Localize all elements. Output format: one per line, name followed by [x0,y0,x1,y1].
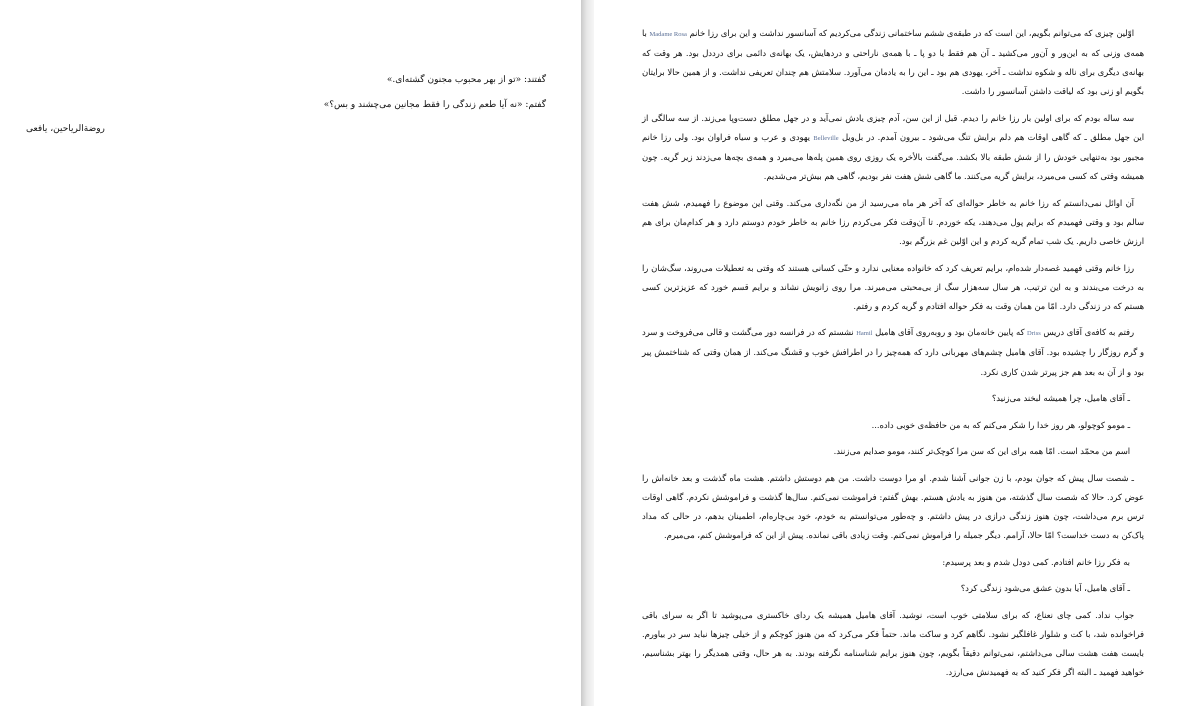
chapter-body [642,24,1144,690]
paragraph-1 [642,24,1144,101]
paragraph-1-text-b: با همه‌ی وزنی که به این‌ور و آن‌ور می‌کشید ـ آن هم فقط با دو پا ـ با همه‌ی ناراحتی و دردهایش، یک بهانه‌ی دائمی برای درددل بود. هر وقت که بهانه‌ی دیگری برای ناله و شکوه نداشت ـ آخر، یهودی هم بود ـ این را به یادمان می‌آورد. سلامتش هم چندان تعریفی نداشت. و از همین حالا برایتان بگویم او زنی بود که لیاقت داشتن آسانسور را داشت. [642,28,1144,97]
page-right [594,0,1183,706]
paragraph-3: آن اوائل نمی‌دانستم که رزا خانم به خاطر حواله‌ای که آخر هر ماه می‌رسید از من نگه‌داری می‌کند. وقتی این موضوع را فهمیدم، شش هفت سالم بود و وقتی فهمیدم که برایم پول می‌دهند، یکه خوردم. تا آن‌وقت فکر می‌کردم رزا خانم به خاطر خودم دوستم دارد و هر کدام‌مان برای هم ارزش خاصی داریم. یک شب تمام گریه کردم و این اوّلین غم بزرگم بود. [642,197,1144,246]
epigraph-source: روضة‌الریاحین، یافعی [26,124,105,134]
epigraph-line-1: گفتند: «تو از بهر محبوب مجنون گشته‌ای.» [386,75,546,85]
latin-name-hamil: Hamil [856,330,873,338]
paragraph-7: ـ شصت سال پیش که جوان بودم، با زن جوانی آشنا شدم. او مرا دوست داشت. من هم دوستش داشتم. هشت ماه گذشت و بعد خانه‌اش را عوض کرد. حالا که شصت سال گذشته، من هنوز به یادش هستم. بهش گفتم: فراموشت نمی‌کنم. سال‌ها گذشت و فراموشش نکردم. گاهی اوقات ترس برم می‌داشت، چون هنوز زندگی درازی در پیش داشتم. و چه‌طور می‌توانستم به خودم، خود بی‌چاره‌ام، اطمینان بدهم، در حالی که مداد پاک‌کن به دست خداست؟ امّا حالا، آرامم. دیگر جمیله را فراموش نمی‌کنم. وقت زیادی باقی نمانده. پیش از این که فراموشش کنم، می‌میرم. [642,472,1144,541]
paragraph-6: اسم من محمّد است. امّا همه برای این که سن مرا کوچک‌تر کنند، مومو صدایم می‌زنند. [833,446,1130,457]
paragraph-1-text-a: اوّلین چیزی که می‌توانم بگویم، این است که در طبقه‌ی ششم ساختمانی زندگی می‌کردیم که آسانسور نداشت و این برای رزا خانم [689,28,1134,38]
paragraph-5-text-c: نشستم که در فرانسه دور می‌گشت و قالی می‌فروخت و سرد و گرم روزگار را چشیده بود. آقای هامیل چشم‌های مهربانی دارد که همه‌چیز را در اطرافش خوب و قشنگ می‌کند. از همان وقتی که شناختمش پیر بود و از آن به بعد هم جز پیرتر شدن کاری نکرد. [642,327,1144,377]
latin-name-belleville: Belleville [813,134,839,142]
epigraph-line-2: گفتم: «نه آیا طعم زندگی را فقط مجانین می‌چشند و بس؟» [323,100,546,110]
latin-name-madame-rosa: Madame Rosa [649,31,687,38]
paragraph-4: رزا خانم وقتی فهمید غصه‌دار شده‌ام، برایم تعریف کرد که خانواده معنایی ندارد و حتّی کسانی هستند که وقتی به تعطیلات می‌روند، سگ‌شان را به درخت می‌بندند و به این ترتیب، هر سال سه‌هزار سگ از بی‌محبتی می‌میرند. مرا روی زانویش نشاند و برایم قسم خورد که عزیزترین کسی هستم که در زندگی دارد. امّا من همان وقت به فکر حواله افتادم و گریه کردم و رفتم. [642,262,1144,311]
latin-name-driss: Driss [1027,330,1041,338]
dialog-line-3: به فکر رزا خانم افتادم. کمی دودل شدم و بعد پرسیدم: [942,556,1130,567]
paragraph-5 [642,323,1144,381]
dialog-line-2: ـ مومو کوچولو، هر روز خدا را شکر می‌کنم که به من حافظه‌ی خوبی داده... [871,419,1130,430]
paragraph-5-text-b: که پایین خانه‌مان بود و روبه‌روی آقای هامیل [875,327,1025,338]
paragraph-5-text-a: رفتم به کافه‌ی آقای دریس [1043,327,1134,338]
page-gutter [581,0,594,706]
paragraph-2-text-b: یهودی و عرب و سیاه فراوان بود. ولی رزا خانم مجبور بود به‌تنهایی خودش را از شش طبقه بالا بکشد. می‌گفت بالأخره یک روزی روی همین پله‌ها می‌میرد و همه‌ی بچه‌ها می‌زدند زیر گریه. چون همیشه وقتی که کسی می‌میرد، برایش گریه می‌کنند. ما گاهی شش هفت نفر بودیم، گاهی هم بیش‌تر می‌شدیم. [642,131,1144,182]
epigraph [186,68,546,118]
paragraph-8: جواب نداد. کمی چای نعناع، که برای سلامتی خوب است، نوشید. آقای هامیل همیشه یک ردای خاکستری می‌پوشید تا اگر به سرای باقی فراخوانده شد، با کت و شلوار غافلگیر نشود. نگاهم کرد و ساکت ماند. حتماً فکر می‌کرد که من هنوز کوچکم و از خیلی چیزها نباید سر در بیاورم. بایست هفت هشت سالی می‌داشتم، نمی‌توانم دقیقاً بگویم، چون هنوز برایم شناسنامه نگرفته بودند. به هر حال، وقتی همدیگر را بهتر بشناسیم، خواهید فهمید ـ البته اگر فکر کنید که به فهمیدنش می‌ارزد. [642,609,1144,678]
paragraph-2-text-a: سه ساله بودم که برای اولین بار رزا خانم را دیدم. قبل از این سن، آدم چیزی یادش نمی‌آید و در جهل مطلق دست‌وپا می‌زند. از سه سالگی از این جهل مطلق ـ که گاهی اوقات هم دلم برایش تنگ می‌شود ـ بیرون آمدم. در بل‌ویل [642,112,1145,142]
dialog-line-1: ـ آقای هامیل، چرا همیشه لبخند می‌زنید؟ [991,393,1130,404]
page-left [0,0,581,706]
dialog-line-4: ـ آقای هامیل، آیا بدون عشق می‌شود زندگی کرد؟ [960,583,1130,594]
paragraph-2 [642,109,1144,186]
